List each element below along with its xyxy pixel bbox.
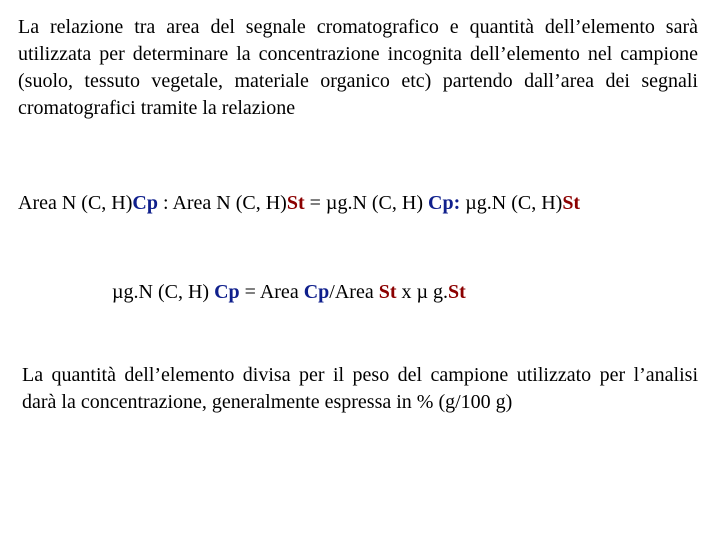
formula1-st-label: St [286, 192, 305, 214]
formula1-st-label-2: St [562, 192, 581, 214]
formula2-area-label-2: /Area [329, 281, 379, 303]
formula-solution [112, 279, 466, 305]
formula1-cp-label: Cp [132, 192, 158, 214]
formula2-cp-label: Cp [214, 281, 240, 303]
formula2-cp-label-2: Cp [303, 281, 330, 303]
formula2-st-label: St [378, 281, 397, 303]
formula1-cp-label-2: Cp: [428, 192, 461, 214]
intro-paragraph: La relazione tra area del segnale cromatografico e quantità dell’elemento sarà utilizzata per determinare la concentrazione incognita dell’elemento nel campione (suolo, tessuto vegetale, materiale organico etc) partendo dall’area dei segnali cromatografici tramite la relazione [18, 16, 698, 119]
formula1-area-label: Area N (C, H) [18, 192, 133, 214]
formula2-times-label: x µ g. [396, 281, 449, 303]
formula1-area-label-2: : Area N (C, H) [157, 192, 287, 214]
conclusion-paragraph: La quantità dell’elemento divisa per il peso del campione utilizzato per l’analisi darà la concentrazione, generalmente espressa in % (g/100 g) [22, 364, 698, 413]
formula2-area-label: = Area [239, 281, 304, 303]
formula-proportion [18, 190, 580, 216]
formula1-mass-label-2: µg.N (C, H) [460, 192, 563, 214]
formula1-mass-label: = µg.N (C, H) [304, 192, 428, 214]
formula2-mass-label: µg.N (C, H) [112, 281, 215, 303]
formula2-st-label-2: St [448, 281, 466, 303]
